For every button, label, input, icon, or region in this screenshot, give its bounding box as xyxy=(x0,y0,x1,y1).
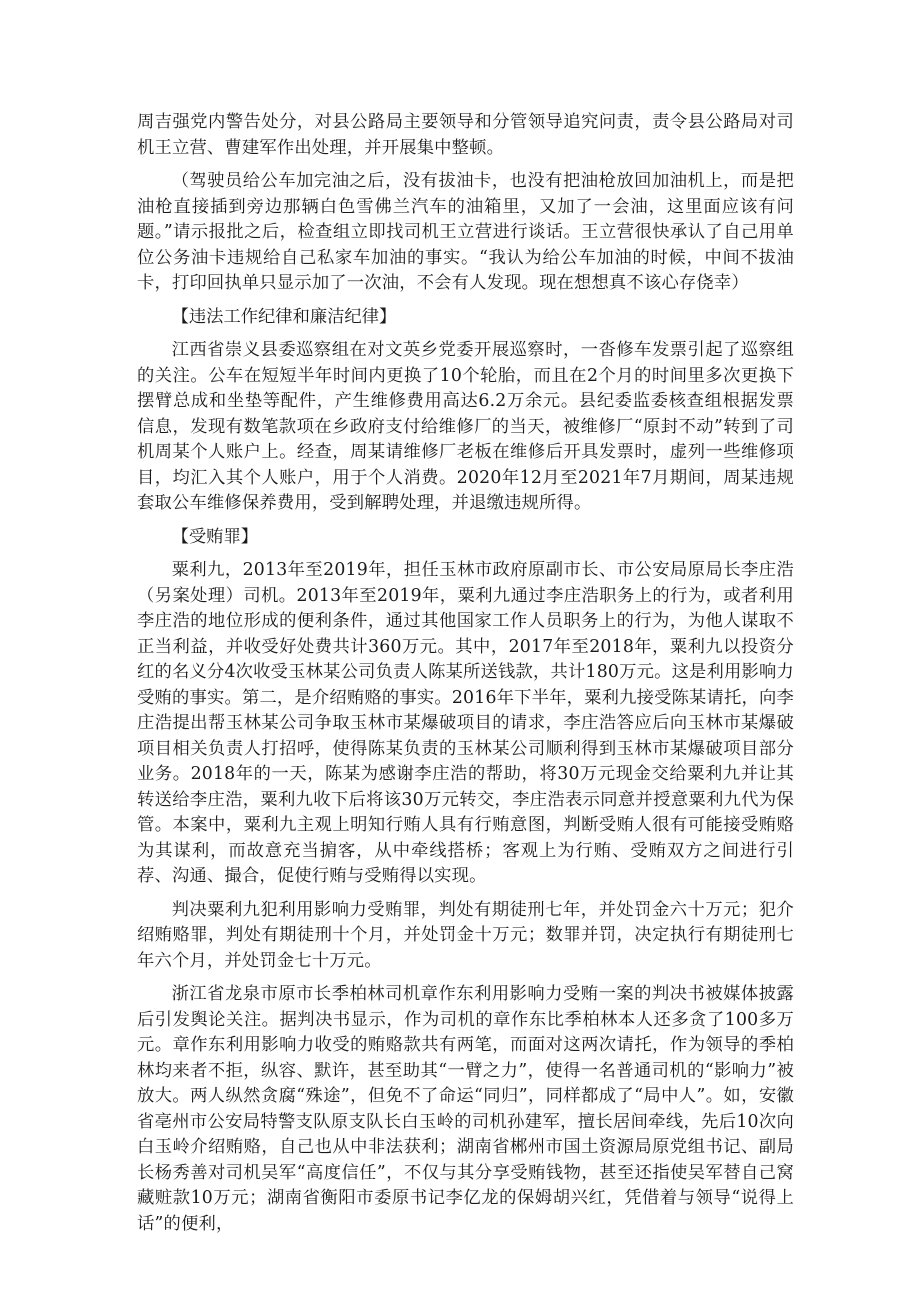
paragraph-5: 判决粟利九犯利用影响力受贿罪，判处有期徒刑七年，并处罚金六十万元；犯介绍贿赂罪，判处有期徒刑十个月，并处罚金十万元；数罪并罚，决定执行有期徒刑七年六个月，并处罚金七十万元。 xyxy=(137,899,794,971)
paragraph-6: 浙江省龙泉市原市长季柏林司机章作东利用影响力受贿一案的判决书被媒体披露后引发舆论关注。据判决书显示，作为司机的章作东比季柏林本人还多贪了100多万元。章作东利用影响力收受的贿赂款共有两笔，而面对这两次请托，作为领导的季柏林均来者不拒，纵容、默许，甚至助其“一臂之力”，使得一名普通司机的“影响力”被放大。两人纵然贪腐“殊途”，但免不了命运“同归”，同样都成了“局中人”。如，安徽省亳州市公安局特警支队原支队长白玉岭的司机孙建军，擅长居间牵线，先后10次向白玉岭介绍贿赂，自己也从中非法获利；湖南省郴州市国土资源局原党组书记、副局长杨秀善对司机吴军“高度信任”，不仅与其分享受贿钱物，甚至还指使吴军替自己窝藏赃款10万元；湖南省衡阳市委原书记李亿龙的保姆胡兴红，凭借着与领导“说得上话”的便利， xyxy=(137,984,794,1234)
paragraph-2: （驾驶员给公车加完油之后，没有拔油卡，也没有把油枪放回加油机上，而是把油枪直接插到旁边那辆白色雪佛兰汽车的油箱里，又加了一会油，这里面应该有问题。”请示报批之后，检查组立即找司机王立营进行谈话。王立营很快承认了自己用单位公务油卡违规给自己私家车加油的事实。“我认为给公车加油的时候，中间不拔油卡，打印回执单只显示加了一次油，不会有人发现。现在想想真不该心存侥幸） xyxy=(137,171,794,293)
paragraph-3: 江西省崇义县委巡察组在对文英乡党委开展巡察时，一沓修车发票引起了巡察组的关注。公车在短短半年时间内更换了10个轮胎，而且在2个月的时间里多次更换下摆臂总成和坐垫等配件，产生维修费用高达6.2万余元。县纪委监委核查组根据发票信息，发现有数笔款项在乡政府支付给维修厂的当天，被维修厂“原封不动”转到了司机周某个人账户上。经查，周某请维修厂老板在维修后开具发票时，虚列一些维修项目，均汇入其个人账户，用于个人消费。2020年12月至2021年7月期间，周某违规套取公车维修保养费用，受到解聘处理，并退缴违规所得。 xyxy=(137,340,794,513)
section-heading-discipline: 【违法工作纪律和廉洁纪律】 xyxy=(171,306,397,327)
paragraph-4: 粟利九，2013年至2019年，担任玉林市政府原副市长、市公安局原局长李庄浩（另案处理）司机。2013年至2019年，粟利九通过李庄浩职务上的行为，或者利用李庄浩的地位形成的便利条件，通过其他国家工作人员职务上的行为，为他人谋取不正当利益，并收受好处费共计360万元。其中，2017年至2018年，粟利九以投资分红的名义分4次收受玉林某公司负责人陈某所送钱款，共计180万元。这是利用影响力受贿的事实。第二，是介绍贿赂的事实。2016年下半年，粟利九接受陈某请托，向李庄浩提出帮玉林某公司争取玉林市某爆破项目的请求，李庄浩答应后向玉林市某爆破项目相关负责人打招呼，使得陈某负责的玉林某公司顺利得到玉林市某爆破项目部分业务。2018年的一天，陈某为感谢李庄浩的帮助，将30万元现金交给粟利九并让其转送给李庄浩，粟利九收下后将该30万元转交，李庄浩表示同意并授意粟利九代为保管。本案中，粟利九主观上明知行贿人具有行贿意图，判断受贿人很有可能接受贿赂为其谋利，而故意充当掮客，从中牵线搭桥；客观上为行贿、受贿双方之间进行引荐、沟通、撮合，促使行贿与受贿得以实现。 xyxy=(137,560,794,886)
section-heading-bribery: 【受贿罪】 xyxy=(171,526,259,547)
paragraph-1: 周吉强党内警告处分，对县公路局主要领导和分管领导追究问责，责令县公路局对司机王立营、曹建军作出处理，并开展集中整顿。 xyxy=(137,112,794,158)
